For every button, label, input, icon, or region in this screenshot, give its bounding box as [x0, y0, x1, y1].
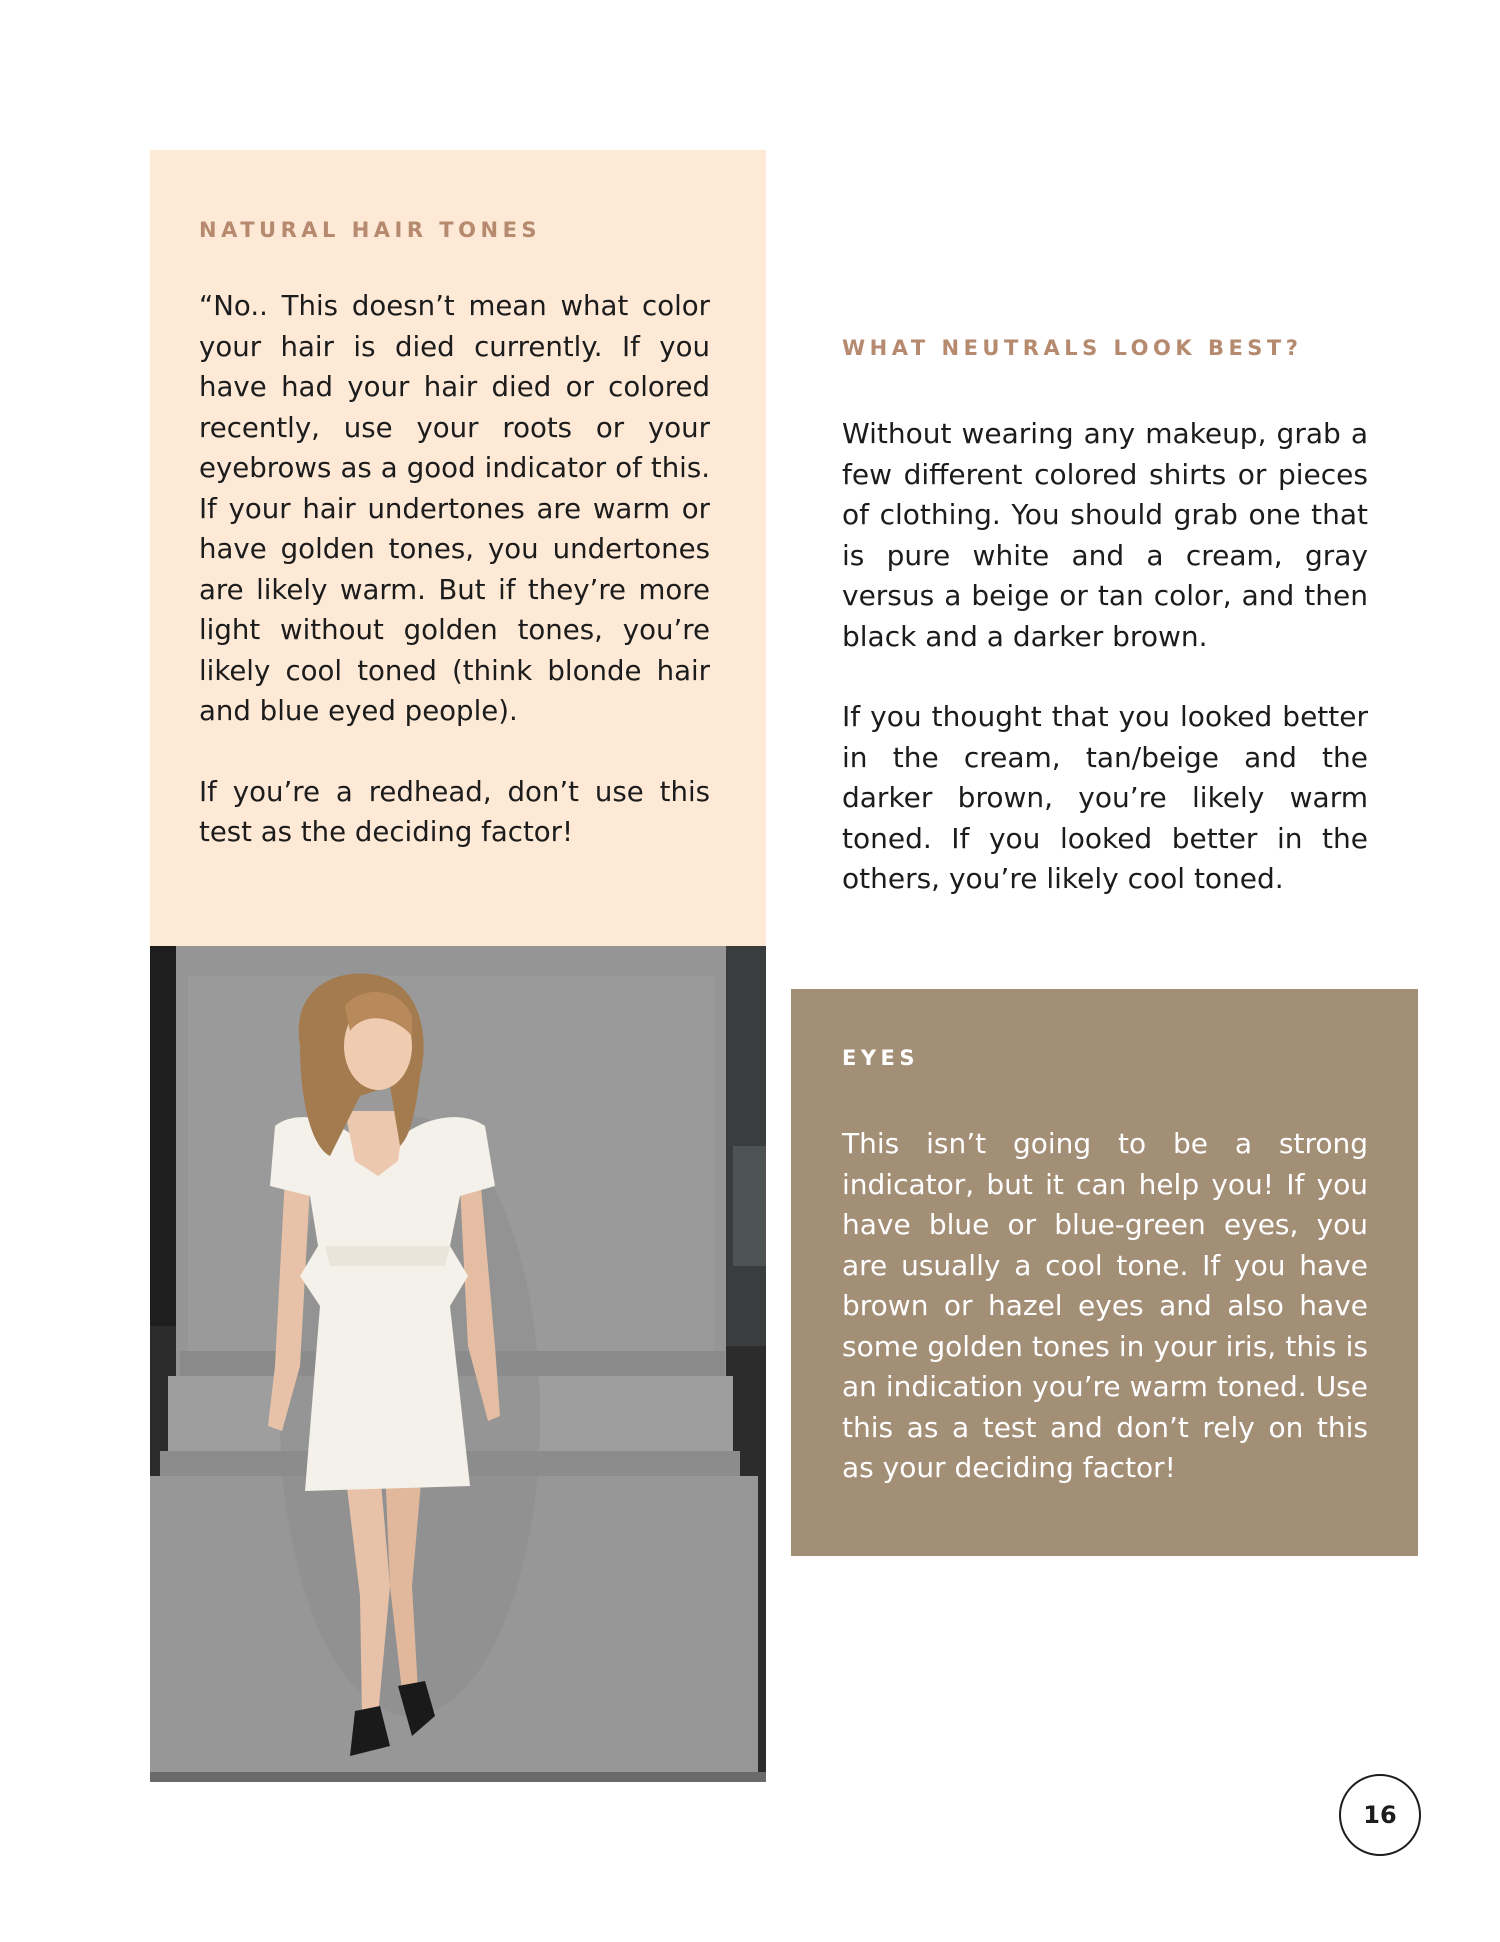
natural-hair-paragraph-2: If you’re a redhead, don’t use this test as the deciding factor! — [199, 774, 710, 848]
neutrals-paragraph-1: Without wearing any makeup, grab a few different colored shirts or pieces of clothing. You should grab one that is pure white and a cream, gray versus a beige or tan color, and then black and a darker brown. — [842, 417, 1368, 653]
neutrals-section — [842, 336, 1368, 900]
natural-hair-paragraph-1: “No.. This doesn’t mean what color your hair is died currently. If you have had your hair died or colored recently, use your roots or your eyebrows as a good indicator of this. If your hair undertones are warm or have golden tones, you undertones are likely warm. But if they’re more light without golden tones, you’re likely cool toned (think blonde hair and blue eyed people). — [199, 289, 710, 727]
eyes-section — [791, 989, 1418, 1556]
eyes-heading: EYES — [842, 1046, 920, 1070]
natural-hair-heading: NATURAL HAIR TONES — [199, 218, 542, 242]
eyes-paragraph: This isn’t going to be a strong indicator, but it can help you! If you have blue or blue-green eyes, you are usually a cool tone. If you have brown or hazel eyes and also have some golden tones in your iris, this is an indication you’re warm toned. Use this as a test and don’t rely on this as your deciding factor! — [842, 1127, 1368, 1484]
model-photo — [150, 946, 766, 1782]
natural-hair-section — [150, 150, 766, 946]
page-number-badge: 16 — [1339, 1774, 1421, 1856]
neutrals-heading: WHAT NEUTRALS LOOK BEST? — [842, 336, 1303, 360]
neutrals-paragraph-2: If you thought that you looked better in the cream, tan/beige and the darker brown, you’re likely warm toned. If you looked better in the others, you’re likely cool toned. — [842, 700, 1368, 895]
